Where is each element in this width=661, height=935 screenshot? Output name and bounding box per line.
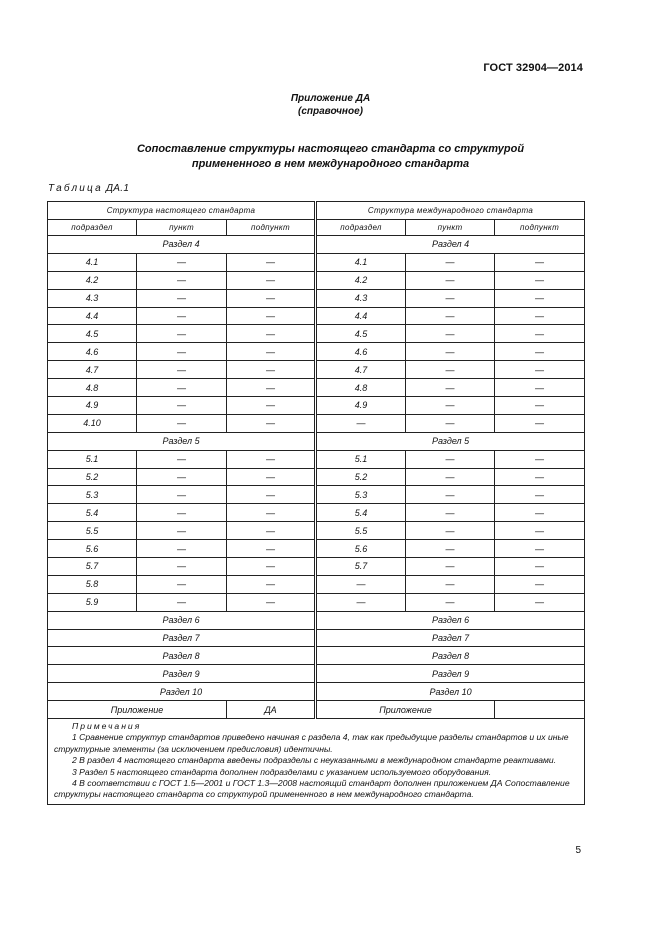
- structure-comparison-table: [47, 201, 585, 805]
- table-cell: —: [495, 343, 585, 361]
- table-cell: 5.1: [48, 450, 137, 468]
- table-cell: —: [495, 253, 585, 271]
- table-cell: —: [406, 540, 495, 558]
- table-cell: —: [227, 504, 316, 522]
- column-header-international-clause: пункт: [406, 220, 495, 236]
- section-label-national: Раздел 6: [48, 611, 316, 629]
- table-cell: —: [495, 522, 585, 540]
- section-row: [48, 432, 585, 450]
- table-cell: —: [227, 343, 316, 361]
- table-cell: —: [495, 379, 585, 397]
- table-cell: —: [227, 593, 316, 611]
- table-row: [48, 593, 585, 611]
- table-cell: —: [495, 361, 585, 379]
- table-cell: —: [495, 307, 585, 325]
- table-row: [48, 468, 585, 486]
- table-cell: 5.4: [48, 504, 137, 522]
- table-cell: 4.6: [316, 343, 406, 361]
- table-cell: —: [227, 253, 316, 271]
- table-cell: —: [495, 271, 585, 289]
- table-cell: 5.6: [48, 540, 137, 558]
- table-cell: —: [406, 504, 495, 522]
- table-cell: —: [137, 379, 227, 397]
- table-cell: —: [495, 504, 585, 522]
- table-row: [48, 486, 585, 504]
- section-label-international: Раздел 5: [316, 432, 585, 450]
- table-cell: 5.5: [48, 522, 137, 540]
- standard-number: ГОСТ 32904—2014: [483, 62, 583, 74]
- table-cell: —: [406, 450, 495, 468]
- table-cell: 5.1: [316, 450, 406, 468]
- table-row: [48, 540, 585, 558]
- annex-heading: [0, 142, 661, 172]
- table-cell: —: [406, 522, 495, 540]
- table-cell: 4.2: [48, 271, 137, 289]
- table-body: [48, 202, 585, 805]
- table-label-number: ДА.1: [105, 183, 130, 194]
- table-cell: 4.4: [48, 307, 137, 325]
- table-cell: —: [227, 289, 316, 307]
- heading-line-1: Сопоставление структуры настоящего стандарта со структурой: [136, 143, 525, 155]
- table-row: [48, 504, 585, 522]
- table-cell: —: [137, 253, 227, 271]
- table-cell: —: [495, 289, 585, 307]
- table-cell: 4.7: [48, 361, 137, 379]
- table-cell: —: [495, 450, 585, 468]
- table-cell: 5.7: [316, 558, 406, 576]
- table-cell: —: [227, 486, 316, 504]
- table-label-prefix: Таблица: [48, 183, 103, 194]
- notes-row: [48, 719, 585, 805]
- table-row: [48, 289, 585, 307]
- table-cell: —: [137, 307, 227, 325]
- table-cell: 4.1: [316, 253, 406, 271]
- table-cell: —: [406, 593, 495, 611]
- annex-title: [0, 92, 661, 118]
- table-cell: —: [316, 575, 406, 593]
- section-label-national: Раздел 7: [48, 629, 316, 647]
- table-cell: —: [227, 361, 316, 379]
- table-cell: —: [227, 379, 316, 397]
- note-item: 3 Раздел 5 настоящего стандарта дополнен подразделами с указанием используемого оборудования.: [72, 766, 492, 777]
- table-row: [48, 361, 585, 379]
- appendix-row: [48, 701, 585, 719]
- table-cell: —: [495, 575, 585, 593]
- table-row: [48, 414, 585, 432]
- column-header-row: [48, 220, 585, 236]
- table-cell: —: [227, 540, 316, 558]
- table-row: [48, 325, 585, 343]
- table-cell: —: [137, 361, 227, 379]
- table-cell: —: [406, 414, 495, 432]
- section-label-national: Раздел 10: [48, 683, 316, 701]
- group-header-national: Структура настоящего стандарта: [48, 202, 316, 220]
- appendix-value-national: ДА: [227, 701, 316, 719]
- table-cell: —: [137, 325, 227, 343]
- table-cell: —: [406, 486, 495, 504]
- table-cell: 5.6: [316, 540, 406, 558]
- table-cell: —: [137, 540, 227, 558]
- table-row: [48, 522, 585, 540]
- table-cell: 5.8: [48, 575, 137, 593]
- table-cell: —: [137, 414, 227, 432]
- table-cell: —: [406, 575, 495, 593]
- table-cell: 4.3: [316, 289, 406, 307]
- table-cell: —: [137, 271, 227, 289]
- table-cell: —: [227, 325, 316, 343]
- table-cell: 4.2: [316, 271, 406, 289]
- table-cell: 5.4: [316, 504, 406, 522]
- table-cell: —: [406, 253, 495, 271]
- table-cell: —: [406, 397, 495, 415]
- table-cell: —: [137, 504, 227, 522]
- table-cell: —: [137, 343, 227, 361]
- table-cell: 4.10: [48, 414, 137, 432]
- section-label-international: Раздел 8: [316, 647, 585, 665]
- table-cell: —: [227, 522, 316, 540]
- notes-block: [48, 719, 585, 805]
- table-cell: —: [137, 468, 227, 486]
- section-row: [48, 647, 585, 665]
- table-cell: —: [406, 271, 495, 289]
- table-cell: 5.7: [48, 558, 137, 576]
- table-cell: —: [406, 468, 495, 486]
- appendix-value-international: [495, 701, 585, 719]
- table-cell: —: [227, 450, 316, 468]
- table-cell: —: [406, 307, 495, 325]
- table-cell: 4.9: [48, 397, 137, 415]
- table-cell: —: [137, 486, 227, 504]
- table-cell: 4.6: [48, 343, 137, 361]
- table-cell: —: [137, 575, 227, 593]
- column-header-international-subclause: подпункт: [495, 220, 585, 236]
- table-cell: 5.2: [316, 468, 406, 486]
- section-label-international: Раздел 4: [316, 236, 585, 254]
- appendix-label-national: Приложение: [48, 701, 227, 719]
- section-row: [48, 629, 585, 647]
- table-cell: —: [406, 289, 495, 307]
- section-row: [48, 611, 585, 629]
- table-cell: —: [227, 397, 316, 415]
- table-cell: 4.5: [316, 325, 406, 343]
- note-item: 1 Сравнение структур стандартов приведено начиная с раздела 4, так как предыдущие разделы стандартов и их иные структурные элементы (за исключением предисловия) идентичны.: [54, 732, 569, 754]
- section-label-international: Раздел 9: [316, 665, 585, 683]
- table-cell: —: [495, 593, 585, 611]
- table-cell: 4.8: [48, 379, 137, 397]
- table-cell: —: [227, 307, 316, 325]
- table-cell: 4.1: [48, 253, 137, 271]
- notes-title: Примечания: [72, 721, 142, 732]
- table-cell: —: [137, 450, 227, 468]
- table-cell: —: [406, 325, 495, 343]
- table-cell: —: [495, 325, 585, 343]
- table-row: [48, 271, 585, 289]
- section-label-international: Раздел 7: [316, 629, 585, 647]
- table-cell: —: [227, 414, 316, 432]
- table-cell: —: [406, 361, 495, 379]
- section-label-national: Раздел 5: [48, 432, 316, 450]
- table-row: [48, 558, 585, 576]
- table-cell: 5.5: [316, 522, 406, 540]
- table-cell: —: [137, 522, 227, 540]
- note-item: 4 В соответствии с ГОСТ 1.5—2001 и ГОСТ 1.3—2008 настоящий стандарт дополнен приложением ДА Сопоставление структуры настоящего стандарта со структурой примененного в нем международного стандарта.: [54, 778, 570, 800]
- table-cell: —: [227, 558, 316, 576]
- appendix-label-international: Приложение: [316, 701, 495, 719]
- group-header-row: [48, 202, 585, 220]
- table-row: [48, 379, 585, 397]
- group-header-international: Структура международного стандарта: [316, 202, 585, 220]
- table-cell: —: [495, 486, 585, 504]
- heading-line-2: примененного в нем международного стандарта: [191, 158, 470, 170]
- section-label-national: Раздел 8: [48, 647, 316, 665]
- table-cell: —: [227, 271, 316, 289]
- table-row: [48, 450, 585, 468]
- table-row: [48, 343, 585, 361]
- column-header-national-clause: пункт: [137, 220, 227, 236]
- page-number: 5: [575, 845, 581, 856]
- table-cell: —: [495, 558, 585, 576]
- section-row: [48, 665, 585, 683]
- section-label-international: Раздел 10: [316, 683, 585, 701]
- table-cell: 4.8: [316, 379, 406, 397]
- table-cell: —: [406, 379, 495, 397]
- annex-subtitle: (справочное): [298, 106, 363, 117]
- table-cell: —: [227, 468, 316, 486]
- table-cell: 4.7: [316, 361, 406, 379]
- table-cell: 4.4: [316, 307, 406, 325]
- annex-label: Приложение ДА: [290, 93, 371, 104]
- table-cell: —: [137, 558, 227, 576]
- table-cell: —: [406, 343, 495, 361]
- column-header-international-subsection: подраздел: [316, 220, 406, 236]
- table-cell: 4.3: [48, 289, 137, 307]
- table-cell: —: [137, 397, 227, 415]
- table-cell: —: [495, 540, 585, 558]
- column-header-national-subsection: подраздел: [48, 220, 137, 236]
- table-cell: 5.3: [48, 486, 137, 504]
- section-row: [48, 236, 585, 254]
- table-cell: 5.2: [48, 468, 137, 486]
- table-row: [48, 575, 585, 593]
- table-cell: 4.5: [48, 325, 137, 343]
- section-label-international: Раздел 6: [316, 611, 585, 629]
- column-header-national-subclause: подпункт: [227, 220, 316, 236]
- table-cell: 5.3: [316, 486, 406, 504]
- section-label-national: Раздел 9: [48, 665, 316, 683]
- section-row: [48, 683, 585, 701]
- table-cell: 4.9: [316, 397, 406, 415]
- section-label-national: Раздел 4: [48, 236, 316, 254]
- table-row: [48, 307, 585, 325]
- table-cell: —: [227, 575, 316, 593]
- table-label: [48, 183, 129, 194]
- table-row: [48, 397, 585, 415]
- table-cell: —: [316, 414, 406, 432]
- table-cell: —: [316, 593, 406, 611]
- table-cell: —: [495, 397, 585, 415]
- table-row: [48, 253, 585, 271]
- table-cell: 5.9: [48, 593, 137, 611]
- note-item: 2 В раздел 4 настоящего стандарта введены подразделы с неуказанными в международном стандарте реактивами.: [72, 755, 557, 766]
- table-cell: —: [406, 558, 495, 576]
- table-cell: —: [495, 468, 585, 486]
- table-cell: —: [495, 414, 585, 432]
- table-cell: —: [137, 593, 227, 611]
- table-cell: —: [137, 289, 227, 307]
